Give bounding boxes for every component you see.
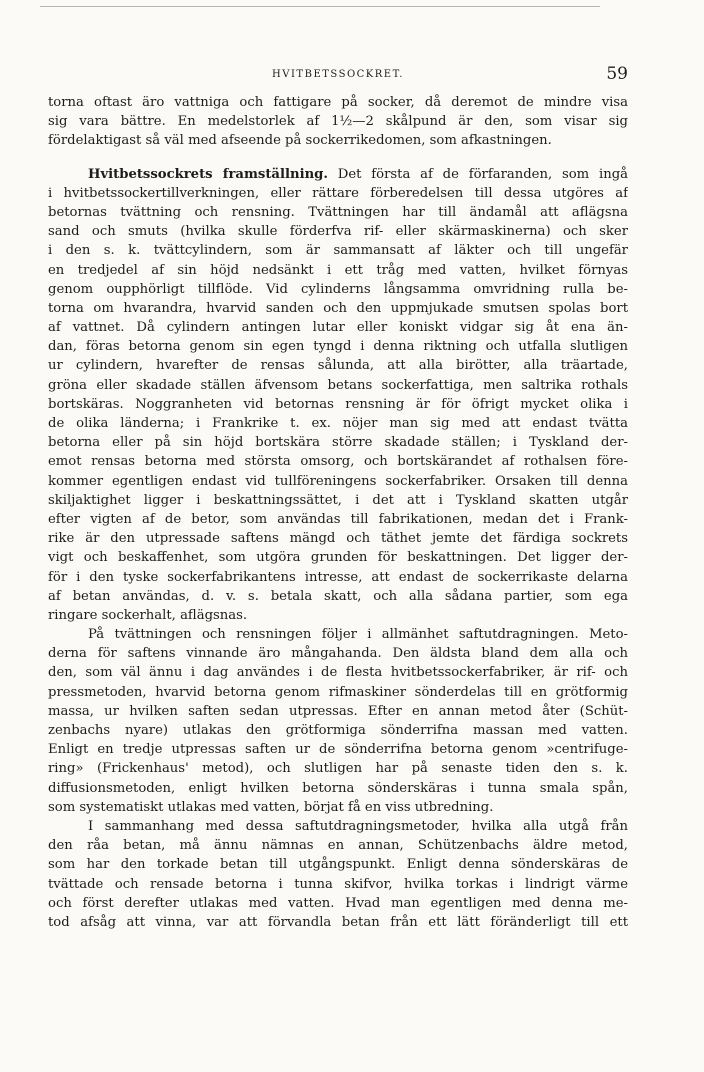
text-line: sand och smuts (hvilka skulle förderfva rif- eller skärmaskinerna) och sker <box>48 224 628 240</box>
text-line: en tredjedel af sin höjd nedsänkt i ett tråg med vatten, hvilket förnyas <box>48 262 628 278</box>
text-line: skiljaktighet ligger i beskattningssättet, i det att i Tyskland skatten utgår <box>48 492 628 508</box>
text-line: torna om hvarandra, hvarvid sanden och den uppmjukade smutsen spolas bort <box>48 300 628 316</box>
section-heading: Hvitbetssockrets framställning. <box>88 166 328 182</box>
text-line: Enligt en tredje utpressas saften ur de sönderrifna betorna genom »centrifuge- <box>48 742 628 758</box>
text-line: i den s. k. tvättcylindern, som är sammansatt af läkter och till ungefär <box>48 243 628 259</box>
text-line: vigt och beskaffenhet, som utgöra grunden för beskattningen. Det ligger der- <box>48 550 628 566</box>
text-line: som har den torkade betan till utgångspunkt. Enligt denna sönderskäras de <box>48 857 628 873</box>
text-line: ringare sockerhalt, aflägsnas. <box>48 607 248 623</box>
text-line: I sammanhang med dessa saftutdragningsmetoder, hvilka alla utgå från <box>88 818 628 834</box>
page-number: 59 <box>606 64 628 84</box>
text-line <box>48 165 628 184</box>
text-line: torna oftast äro vattniga och fattigare på socker, då deremot de mindre visa <box>48 95 628 110</box>
text-line: i hvitbetssockertillverkningen, eller rättare förberedelsen till dessa utgöres af <box>48 185 628 201</box>
text-line: ring» (Frickenhaus' metod), och slutligen har på senaste tiden den s. k. <box>48 761 628 777</box>
text-line: zenbachs nyare) utlakas den grötformiga sönderrifna massan med vatten. <box>48 723 628 738</box>
text-line: På tvättningen och rensningen följer i allmänhet saftutdragningen. Meto- <box>88 627 628 643</box>
text-line: af vattnet. Då cylindern antingen lutar eller koniskt vidgar sig åt ena än- <box>48 320 628 336</box>
text-line: rike är den utpressade saftens mängd och täthet jemte det färdiga sockrets <box>48 531 628 547</box>
text-line: massa, ur hvilken saften sedan utpressas. Efter en annan metod åter (Schüt- <box>48 703 628 719</box>
running-title: HVITBETSSOCKRET. <box>272 69 404 80</box>
text-line: för i den tyske sockerfabrikantens intresse, att endast de sockerrikaste delarna <box>48 569 628 585</box>
text-line: som systematiskt utlakas med vatten, börjat få en viss utbredning. <box>48 799 494 815</box>
text-line: den, som väl ännu i dag användes i de flesta hvitbetssockerfabriker, är rif- och <box>48 665 628 681</box>
text-line: derna för saftens vinnande äro mångahanda. Den äldsta bland dem alla och <box>48 646 628 662</box>
text-line: gröna eller skadade ställen äfvensom betans sockerfattiga, men saltrika rothals <box>48 377 628 393</box>
text-line: betorna eller på sin höjd bortskära större skadade ställen; i Tyskland der- <box>48 435 628 451</box>
text-line: de olika länderna; i Frankrike t. ex. nöjer man sig med att endast tvätta <box>48 416 628 431</box>
text-line: efter vigten af de betor, som användas till fabrikationen, medan det i Frank- <box>48 511 628 527</box>
text-line: genom oupphörligt tillflöde. Vid cylinderns långsamma omvridning rulla be- <box>48 281 628 297</box>
text-line: tod afsåg att vinna, var att förvandla betan från ett lätt föränderligt till ett <box>48 914 628 930</box>
text-line: bortskäras. Noggranheten vid betornas rensning är för öfrigt mycket olika i <box>48 396 628 412</box>
text-line: den råa betan, må ännu nämnas en annan, Schützenbachs äldre metod, <box>48 838 628 854</box>
running-head <box>48 66 628 86</box>
text-line: tvättade och rensade betorna i tunna skifvor, hvilka torkas i lindrigt värme <box>48 876 628 892</box>
text-line: sig vara bättre. En medelstorlek af 1½—2 skålpund är den, som visar sig <box>48 114 628 130</box>
text-line: fördelaktigast så väl med afseende på sockerrikedomen, som afkastningen. <box>48 133 552 149</box>
text-line: af betan användas, d. v. s. betala skatt, och alla sådana partier, som ega <box>48 588 628 604</box>
top-rule <box>40 6 600 7</box>
text-line: emot rensas betorna med största omsorg, och bortskärandet af rothalsen före- <box>48 454 628 470</box>
text-line: betornas tvättning och rensning. Tvättningen har till ändamål att aflägsna <box>48 204 628 220</box>
page-body <box>48 93 628 932</box>
text-line: och först derefter utlakas med vatten. Hvad man egentligen med denna me- <box>48 895 628 911</box>
text-line: diffusionsmetoden, enligt hvilken betorna sönderskäras i tunna smala spån, <box>48 780 628 796</box>
text-line: pressmetoden, hvarvid betorna genom rifmaskiner sönderdelas till en grötformig <box>48 684 628 700</box>
text-line: dan, föras betorna genom sin egen tyngd i denna riktning och utfalla slutligen <box>48 339 628 355</box>
paragraph-gap <box>48 151 628 165</box>
heading-continuation: Det första af de förfaranden, som ingå <box>328 166 628 182</box>
text-line: ur cylindern, hvarefter de rensas sålunda, att alla birötter, alla träartade, <box>48 358 628 374</box>
text-line: kommer egentligen endast vid tullföreningens sockerfabriker. Orsaken till denna <box>48 473 628 489</box>
